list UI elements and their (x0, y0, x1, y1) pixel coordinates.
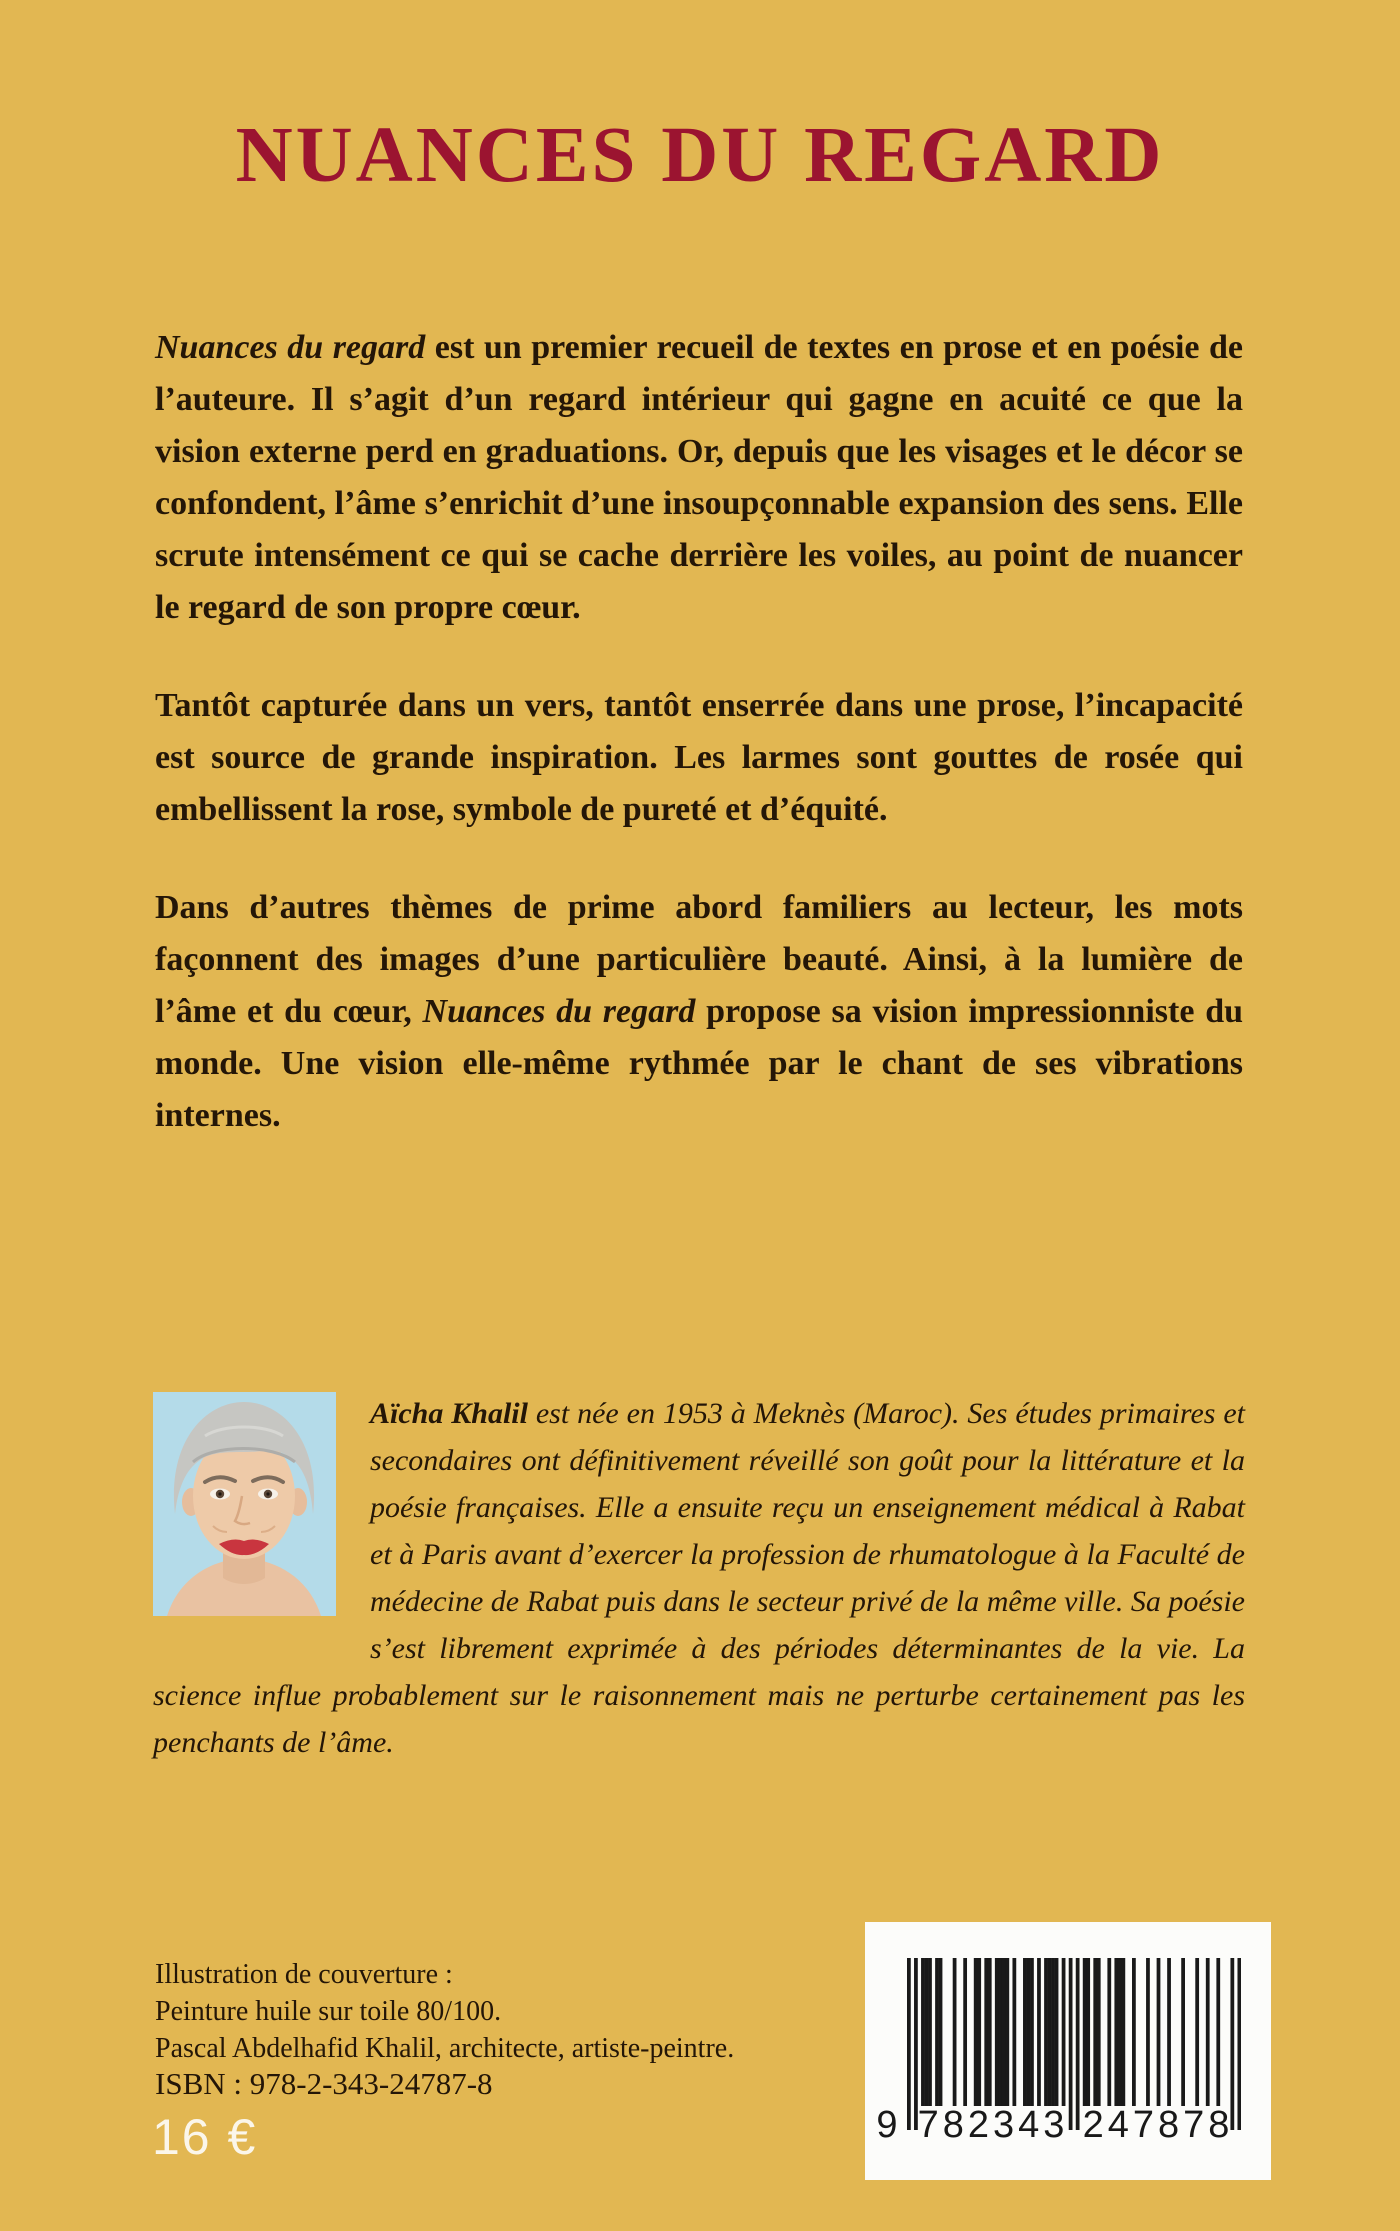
credit-line: Peinture huile sur toile 80/100. (155, 1996, 502, 2027)
isbn: ISBN : 978-2-343-24787-8 (155, 2066, 493, 2101)
price: 16 € (152, 2109, 258, 2165)
title-mention-italic: Nuances du regard (155, 329, 426, 366)
synopsis (155, 322, 1243, 1188)
synopsis-paragraph-2: Tantôt capturée dans un vers, tantôt enserrée dans une prose, l’incapacité est source de grande inspiration. Les larmes sont gouttes de rosée qui embellissent la rose, symbole de pureté et d’équité. (155, 687, 1243, 828)
author-photo (153, 1392, 336, 1616)
barcode-digit-first: 9 (876, 2104, 898, 2146)
ean13-barcode (865, 1922, 1271, 2180)
author-bio-text: est née en 1953 à Meknès (Maroc). Ses études primaires et secondaires ont définitivement réveillé son goût pour la littérature et la poésie françaises. Elle a ensuite reçu un enseignement médical à Rabat et à Paris avant d’exercer la profession de rhumatologue à la Faculté de médecine de Rabat puis dans le secteur privé de la même ville. Sa poésie s’est librement exprimée à des périodes déterminantes de la vie. La science influe probablement sur le raisonnement mais ne perturbe certainement pas les penchants de l’âme. (153, 1397, 1245, 1759)
barcode-digits-right: 247878 (1082, 2104, 1234, 2146)
synopsis-paragraph-1: Nuances du regard est un premier recueil de textes en prose et en poésie de l’auteure. Il s’agit d’un regard intérieur qui gagne en acuité ce que la vision externe perd en graduations. Or, depuis que les visages et le décor se confondent, l’âme s’enrichit d’une insoupçonnable expansion des sens. Elle scrute intensément ce qui se cache derrière les voiles, au point de nuancer le regard de son propre cœur. (155, 329, 1243, 626)
author-bio (153, 1390, 1245, 1766)
credit-line: Pascal Abdelhafid Khalil, architecte, artiste-peintre. (155, 2033, 735, 2064)
title-mention-italic: Nuances du regard (422, 993, 696, 1030)
credit-line: Illustration de couverture : (155, 1959, 453, 1990)
synopsis-paragraph-3: Dans d’autres thèmes de prime abord familiers au lecteur, les mots façonnent des images d’une particulière beauté. Ainsi, à la lumière de l’âme et du cœur, Nuances du regard propose sa vision impressionniste du monde. Une vision elle-même rythmée par le chant de ses vibrations internes. (155, 889, 1244, 1134)
barcode-digits-left: 782343 (917, 2104, 1069, 2146)
book-title: NUANCES DU REGARD (235, 112, 1165, 199)
author-name: Aïcha Khalil (370, 1397, 528, 1430)
cover-credits (155, 1956, 734, 2067)
